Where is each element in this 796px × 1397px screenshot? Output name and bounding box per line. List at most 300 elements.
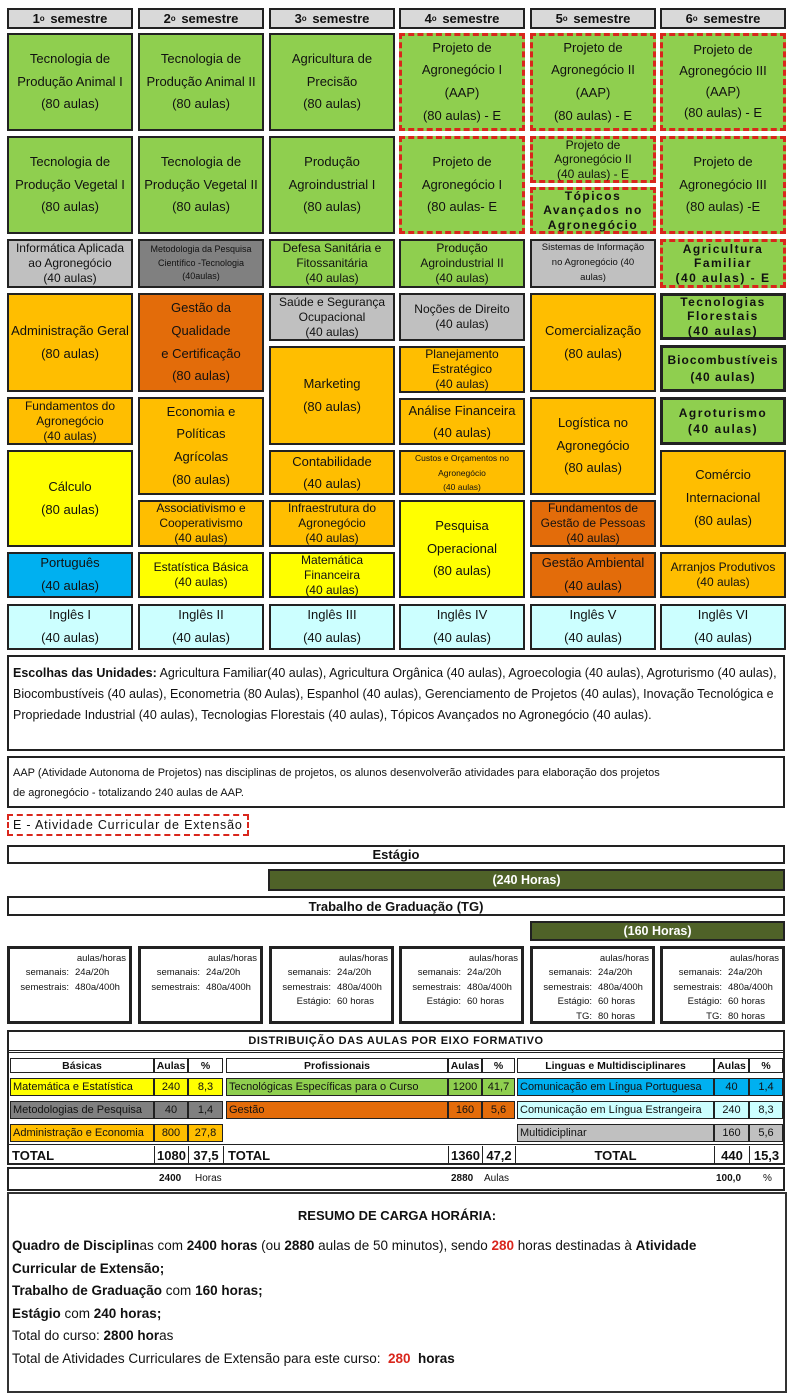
- text: Projeto de: [563, 39, 623, 55]
- course-card: [530, 500, 656, 547]
- text: Agronegócio: [36, 413, 104, 428]
- text: Projeto de: [693, 42, 753, 58]
- text: Agronegócio: [438, 467, 486, 478]
- course-card: [660, 345, 786, 392]
- label: Estágio:: [557, 996, 592, 1008]
- label: semestrais:: [673, 981, 722, 993]
- text: 280: [387, 1350, 411, 1366]
- text: Inglês VI: [697, 607, 749, 623]
- table-cell: Tecnológicas Específicas para o Curso: [226, 1078, 448, 1096]
- text: Comercialização: [544, 322, 642, 338]
- text: Projeto de: [693, 153, 753, 169]
- tg-hours-bar: (160 Horas): [530, 921, 785, 941]
- text: (40 aulas): [303, 475, 361, 491]
- course-card: [660, 293, 786, 340]
- text: Total do curso:: [12, 1328, 104, 1343]
- course-card: [269, 604, 395, 650]
- total-label: TOTAL: [228, 1147, 271, 1163]
- text: (40 aulas): [433, 424, 491, 440]
- aap-note-line: AAP (Atividade Autonoma de Projetos) nas disciplinas de projetos, os alunos desenvolverão atividades para elaboração dos projetos: [13, 767, 660, 779]
- semester-header-4: [399, 8, 525, 29]
- text: (80 aulas) -E: [685, 199, 761, 215]
- text: (ou: [257, 1238, 285, 1253]
- text: (80 aulas): [172, 96, 230, 112]
- total-value: 1360: [448, 1146, 482, 1164]
- text: (40 aulas): [41, 578, 99, 593]
- column-header: Profissionais: [226, 1058, 448, 1073]
- ordinal-mark: o: [39, 14, 45, 23]
- table-cell: 1,4: [749, 1078, 783, 1096]
- value: 24a/20h: [728, 967, 763, 979]
- text: Arranjos Produtivos: [670, 560, 776, 574]
- text: Estágio: [12, 1305, 61, 1321]
- text: (AAP): [705, 84, 741, 99]
- tg-title: Trabalho de Graduação (TG): [7, 896, 785, 916]
- total-value: 47,2: [482, 1146, 516, 1164]
- text: Inglês I: [49, 607, 91, 623]
- label: Estágio:: [296, 996, 331, 1008]
- workload-header: aulas/horas: [338, 952, 388, 964]
- text: Florestais: [687, 309, 759, 324]
- text: (40 aulas) - E: [556, 166, 630, 181]
- text: (80 aulas): [564, 460, 622, 476]
- text: Biocombustíveis: [667, 353, 779, 368]
- semester-header-5: [530, 8, 656, 29]
- course-card: [7, 136, 133, 234]
- text: Produção Animal II: [146, 73, 256, 89]
- text: (80 aulas): [41, 96, 99, 112]
- text: Logística no: [557, 414, 629, 430]
- text: (40 aulas): [694, 630, 752, 645]
- extensao-legend: E - Atividade Curricular de Extensão: [7, 814, 249, 836]
- text: aulas): [580, 271, 606, 283]
- table-cell: 5,6: [482, 1101, 515, 1119]
- text: Precisão: [306, 73, 358, 89]
- text: (40 aulas): [43, 428, 97, 443]
- text: Metodologia da Pesquisa: [150, 243, 252, 254]
- course-card: [7, 33, 133, 131]
- text: (80 aulas): [41, 199, 99, 215]
- value: 24a/20h: [337, 967, 372, 979]
- workload-summary: [7, 1192, 787, 1393]
- workload-box-5: [530, 946, 655, 1024]
- label: semanais:: [287, 967, 331, 979]
- text: Agronegócio III: [679, 176, 767, 192]
- course-card: [530, 552, 656, 598]
- text: Pesquisa: [435, 517, 489, 533]
- text: (40 aulas): [687, 422, 759, 436]
- text: (80 aulas): [41, 501, 99, 517]
- text: (40 aulas): [687, 323, 759, 338]
- label: semestrais:: [282, 981, 331, 993]
- label: TG:: [706, 1010, 722, 1022]
- text: aulas de 50 minutos), sendo: [314, 1238, 492, 1253]
- course-card-extensao: [399, 33, 525, 131]
- text: (80 aulas- E: [426, 199, 498, 215]
- course-card: [530, 293, 656, 392]
- course-card: [530, 239, 656, 288]
- text: (40 aulas): [433, 630, 491, 645]
- text: (40 aulas) - E: [675, 270, 771, 285]
- text: horas destinadas à: [514, 1238, 636, 1253]
- text: (40 aulas): [305, 531, 359, 545]
- workload-header: aulas/horas: [729, 952, 779, 964]
- summary-line: [12, 1280, 782, 1303]
- text: 240 horas;: [93, 1305, 162, 1321]
- text: Sistemas de Informação: [541, 242, 645, 254]
- text: Agroturismo: [678, 405, 768, 420]
- text: 2800 hor: [103, 1328, 160, 1343]
- course-card: [269, 450, 395, 495]
- text: Agricultura de: [291, 50, 373, 66]
- text: Infraestrutura do: [287, 501, 377, 515]
- value: 24a/20h: [206, 967, 241, 979]
- aap-note-line: de agronegócio - totalizando 240 aulas de AAP.: [13, 787, 244, 799]
- text: Projeto de: [565, 137, 621, 152]
- text: Agroindustrial II: [420, 256, 504, 270]
- text: (40 aulas): [435, 377, 489, 391]
- text: 280: [491, 1238, 515, 1253]
- table-cell: 8,3: [749, 1101, 783, 1119]
- text: Tecnologia de: [29, 50, 111, 66]
- course-card: [138, 33, 264, 131]
- semester-label: semestre: [703, 11, 761, 26]
- text: Produção Vegetal II: [144, 176, 258, 192]
- workload-box-4: [399, 946, 524, 1024]
- semester-label: semestre: [312, 11, 370, 26]
- value: 24a/20h: [598, 967, 633, 979]
- text: Agronegócio II: [554, 152, 632, 167]
- semester-header-2: [138, 8, 264, 29]
- course-card: [138, 293, 264, 392]
- text: Fundamentos de: [547, 501, 639, 515]
- table-cell: 240: [714, 1101, 749, 1119]
- column-header: Linguas e Multidisciplinares: [517, 1058, 714, 1073]
- column-header: Aulas: [448, 1058, 482, 1073]
- text: (80 aulas): [303, 96, 361, 112]
- table-cell: 160: [448, 1101, 482, 1119]
- course-card: [399, 239, 525, 288]
- workload-box-2: [138, 946, 263, 1024]
- course-card: [138, 136, 264, 234]
- label: semanais:: [25, 967, 69, 979]
- text: 2400 horas: [186, 1238, 258, 1253]
- choices-text: Agricultura Familiar(40 aulas), Agricultura Orgânica (40 aulas), Agroecologia (40 aulas), Agroturismo (40 aulas), Biocombustíveis (40 aulas), Econometria (80 Aulas), Espanhol (40 aulas), Gerenciamento de Projetos (40 aulas), Inovação Tecnológica e Propriedade Industrial (40 aulas), Tecnologias Florestais (40 aulas), Tópicos Avançados no Agronegócio (40 aulas).: [13, 666, 777, 722]
- text: Agronegócio: [547, 217, 639, 232]
- column-header: Aulas: [714, 1058, 749, 1073]
- text: Projeto de: [432, 39, 492, 55]
- course-card: [7, 552, 133, 598]
- course-card-extensao: [660, 136, 786, 234]
- text: (80 aulas): [303, 199, 361, 215]
- text: (40aulas): [182, 271, 220, 282]
- text: (80 aulas) - E: [553, 107, 633, 123]
- distribution-table: [7, 1030, 785, 1165]
- ordinal-mark: o: [692, 14, 698, 23]
- text: (80 aulas): [172, 471, 230, 487]
- text: Gestão de Pessoas: [540, 516, 646, 530]
- text: Tecnologia de: [29, 153, 111, 169]
- table-cell: 800: [154, 1124, 188, 1142]
- course-card-extensao: [530, 136, 656, 183]
- text: Agronegócio I (AAP): [421, 62, 503, 100]
- text: Matemática: [300, 552, 364, 567]
- total-aulas-value: 2880: [451, 1173, 474, 1184]
- text: Agronegócio II (AAP): [551, 62, 635, 100]
- table-cell: Comunicação em Língua Portuguesa: [517, 1078, 714, 1096]
- label: semanais:: [678, 967, 722, 979]
- total-value: 1080: [154, 1146, 188, 1164]
- text: (40 aulas): [566, 531, 620, 545]
- table-cell: Multidiciplinar: [517, 1124, 714, 1142]
- text: (40 aulas): [305, 324, 359, 339]
- ordinal-mark: o: [431, 14, 437, 23]
- value: 80 horas: [728, 1010, 765, 1022]
- text: (40 aulas): [696, 575, 750, 589]
- text: 160 horas;: [195, 1283, 263, 1298]
- course-card: [399, 346, 525, 393]
- value: 80 horas: [598, 1010, 635, 1022]
- summary-line: [12, 1348, 782, 1371]
- text: (40 aulas): [305, 582, 359, 597]
- semester-number: 4: [424, 11, 432, 26]
- text: Noções de Direito: [414, 302, 510, 316]
- text: (40 aulas): [172, 630, 230, 645]
- value: 480a/400h: [728, 981, 773, 993]
- text: Português: [40, 555, 100, 571]
- column-header: Básicas: [10, 1058, 154, 1073]
- text: Análise Financeira: [408, 403, 516, 419]
- distribution-title: DISTRIBUIÇÃO DAS AULAS POR EIXO FORMATIVO: [9, 1032, 783, 1053]
- column-header: %: [482, 1058, 515, 1073]
- course-card: [138, 552, 264, 598]
- summary-line: [12, 1303, 782, 1326]
- semester-number: 3: [294, 11, 302, 26]
- course-card: [399, 500, 525, 598]
- text: Contabilidade: [292, 454, 372, 470]
- text: Agronegócio I: [421, 176, 503, 192]
- text: Familiar: [693, 256, 753, 271]
- course-card: [660, 397, 786, 445]
- aap-note: [7, 756, 785, 808]
- label: semestrais:: [151, 981, 200, 993]
- course-card: [269, 346, 395, 445]
- course-card: [399, 604, 525, 650]
- total-pct-value: 100,0: [716, 1173, 742, 1184]
- text: Projeto de: [432, 153, 492, 169]
- text: horas: [410, 1350, 455, 1366]
- text: (80 aulas): [41, 345, 99, 361]
- text: Inglês V: [569, 607, 617, 623]
- course-card: [7, 450, 133, 547]
- value: 60 horas: [598, 996, 635, 1008]
- value: 480a/400h: [598, 981, 643, 993]
- label: semestrais:: [20, 981, 69, 993]
- total-value: 15,3: [749, 1146, 783, 1164]
- text: Defesa Sanitária e: [282, 241, 382, 255]
- course-card: [7, 293, 133, 392]
- workload-box-6: [660, 946, 785, 1024]
- course-card: [399, 450, 525, 495]
- table-cell: 27,8: [188, 1124, 223, 1142]
- text: (40 aulas): [174, 531, 228, 545]
- total-label: TOTAL: [594, 1147, 637, 1163]
- semester-header-6: [660, 8, 786, 29]
- course-card: [7, 604, 133, 650]
- course-card: [530, 604, 656, 650]
- text: Fundamentos do: [24, 398, 116, 413]
- text: Administração Geral: [11, 322, 129, 338]
- text: com: [60, 1305, 94, 1321]
- label: semestrais:: [412, 981, 461, 993]
- label: semestrais:: [543, 981, 592, 993]
- table-cell: Gestão: [226, 1101, 448, 1119]
- ordinal-mark: o: [170, 14, 176, 23]
- text: Quadro de Disciplin: [12, 1238, 140, 1253]
- text: Cálculo: [48, 478, 92, 494]
- text: as: [159, 1328, 174, 1343]
- text: Agronegócio: [298, 516, 366, 530]
- text: (80 aulas) - E: [683, 104, 763, 120]
- course-card: [269, 500, 395, 547]
- summary-line: [12, 1258, 782, 1281]
- text: (80 aulas): [172, 368, 230, 384]
- text: (40 aulas): [443, 481, 481, 492]
- label: Estágio:: [687, 996, 722, 1008]
- table-cell: Metodologias de Pesquisa: [10, 1101, 154, 1119]
- total-hours-label: Horas: [195, 1173, 222, 1184]
- text: Associativismo e: [156, 501, 246, 515]
- text: Agroindustrial I: [288, 176, 376, 192]
- table-cell: 160: [714, 1124, 749, 1142]
- text: (40 aulas): [41, 630, 99, 645]
- estagio-title: Estágio: [7, 845, 785, 864]
- value: 480a/400h: [206, 981, 251, 993]
- workload-header: aulas/horas: [599, 952, 649, 964]
- estagio-hours-bar: (240 Horas): [268, 869, 785, 891]
- text: (80 aulas) - E: [422, 107, 502, 123]
- course-card-extensao: [530, 187, 656, 234]
- text: Comércio: [695, 467, 751, 483]
- text: Curricular de Extensão;: [12, 1260, 165, 1276]
- course-card: [269, 239, 395, 288]
- text: (40 aulas): [43, 271, 97, 285]
- text: Planejamento: [425, 347, 499, 361]
- value: 60 horas: [728, 996, 765, 1008]
- course-card-extensao: [660, 239, 786, 288]
- course-card-extensao: [660, 33, 786, 131]
- text: (40 aulas): [435, 317, 489, 331]
- text: (80 aulas): [303, 398, 361, 414]
- text: Gestão da Qualidade: [171, 300, 231, 338]
- label: Estágio:: [426, 996, 461, 1008]
- text: Tecnologia de: [160, 50, 242, 66]
- value: 60 horas: [467, 996, 504, 1008]
- text: (40 aulas): [435, 271, 489, 285]
- course-card: [660, 450, 786, 547]
- text: Produção: [436, 241, 488, 255]
- text: Agrícolas: [173, 449, 229, 464]
- value: 480a/400h: [337, 981, 382, 993]
- table-cell: Matemática e Estatística: [10, 1078, 154, 1096]
- text: Agronegócio III: [679, 63, 767, 79]
- text: Atividade: [635, 1238, 697, 1253]
- course-card: [138, 604, 264, 650]
- total-hours-value: 2400: [159, 1173, 182, 1184]
- text: Fitossanitária: [296, 256, 368, 270]
- semester-header-3: [269, 8, 395, 29]
- column-header: %: [188, 1058, 223, 1073]
- text: ao Agronegócio: [28, 256, 112, 270]
- table-cell: 40: [714, 1078, 749, 1096]
- text: no Agronegócio (40: [551, 257, 635, 269]
- text: Estatística Básica: [153, 560, 249, 574]
- text: Produção Animal I: [17, 73, 123, 89]
- text: Cooperativismo: [159, 516, 243, 530]
- text: 2880: [284, 1238, 315, 1253]
- text: Tecnologia de: [160, 153, 242, 169]
- value: 24a/20h: [75, 967, 110, 979]
- course-card: [7, 397, 133, 445]
- elective-choices-note: [7, 655, 785, 751]
- table-cell: 1,4: [188, 1101, 223, 1119]
- text: Marketing: [303, 375, 361, 391]
- course-card: [269, 552, 395, 598]
- distribution-summary: [7, 1167, 785, 1191]
- course-card: [530, 397, 656, 495]
- semester-label: semestre: [573, 11, 631, 26]
- course-card: [7, 239, 133, 288]
- label: semanais:: [156, 967, 200, 979]
- text: Custos e Orçamentos no: [414, 453, 509, 464]
- summary-line: [12, 1325, 782, 1348]
- course-card: [269, 136, 395, 234]
- table-cell: 40: [154, 1101, 188, 1119]
- text: (40 aulas): [564, 578, 622, 593]
- text: (40 aulas): [174, 575, 228, 589]
- workload-header: aulas/horas: [76, 952, 126, 964]
- column-header: Aulas: [154, 1058, 188, 1073]
- summary-line: [12, 1235, 782, 1258]
- text: Trabalho de Graduação: [12, 1283, 163, 1298]
- text: Científico -Tecnologia: [157, 257, 245, 268]
- total-aulas-label: Aulas: [484, 1173, 510, 1184]
- table-cell: Administração e Economia: [10, 1124, 154, 1142]
- text: Avançados no: [543, 203, 643, 218]
- text: Total de Atividades Curriculares de Extensão para este curso:: [12, 1350, 388, 1366]
- value: 480a/400h: [75, 981, 120, 993]
- text: (80 aulas): [564, 345, 622, 361]
- value: 24a/20h: [467, 967, 502, 979]
- course-card: [660, 604, 786, 650]
- text: (80 aulas): [694, 512, 752, 528]
- table-cell: 41,7: [482, 1078, 515, 1096]
- text: Economia e Políticas: [166, 403, 236, 442]
- text: Gestão Ambiental: [541, 555, 645, 571]
- ordinal-mark: o: [562, 14, 568, 23]
- course-card: [138, 397, 264, 495]
- course-card: [399, 398, 525, 445]
- course-card: [138, 500, 264, 547]
- text: as com: [139, 1238, 187, 1253]
- text: (40 aulas): [303, 630, 361, 645]
- semester-number: 5: [555, 11, 563, 26]
- course-card: [269, 293, 395, 341]
- semester-header-1: [7, 8, 133, 29]
- course-card-extensao: [399, 136, 525, 234]
- text: Agronegócio: [556, 437, 630, 453]
- text: (40 aulas): [564, 630, 622, 645]
